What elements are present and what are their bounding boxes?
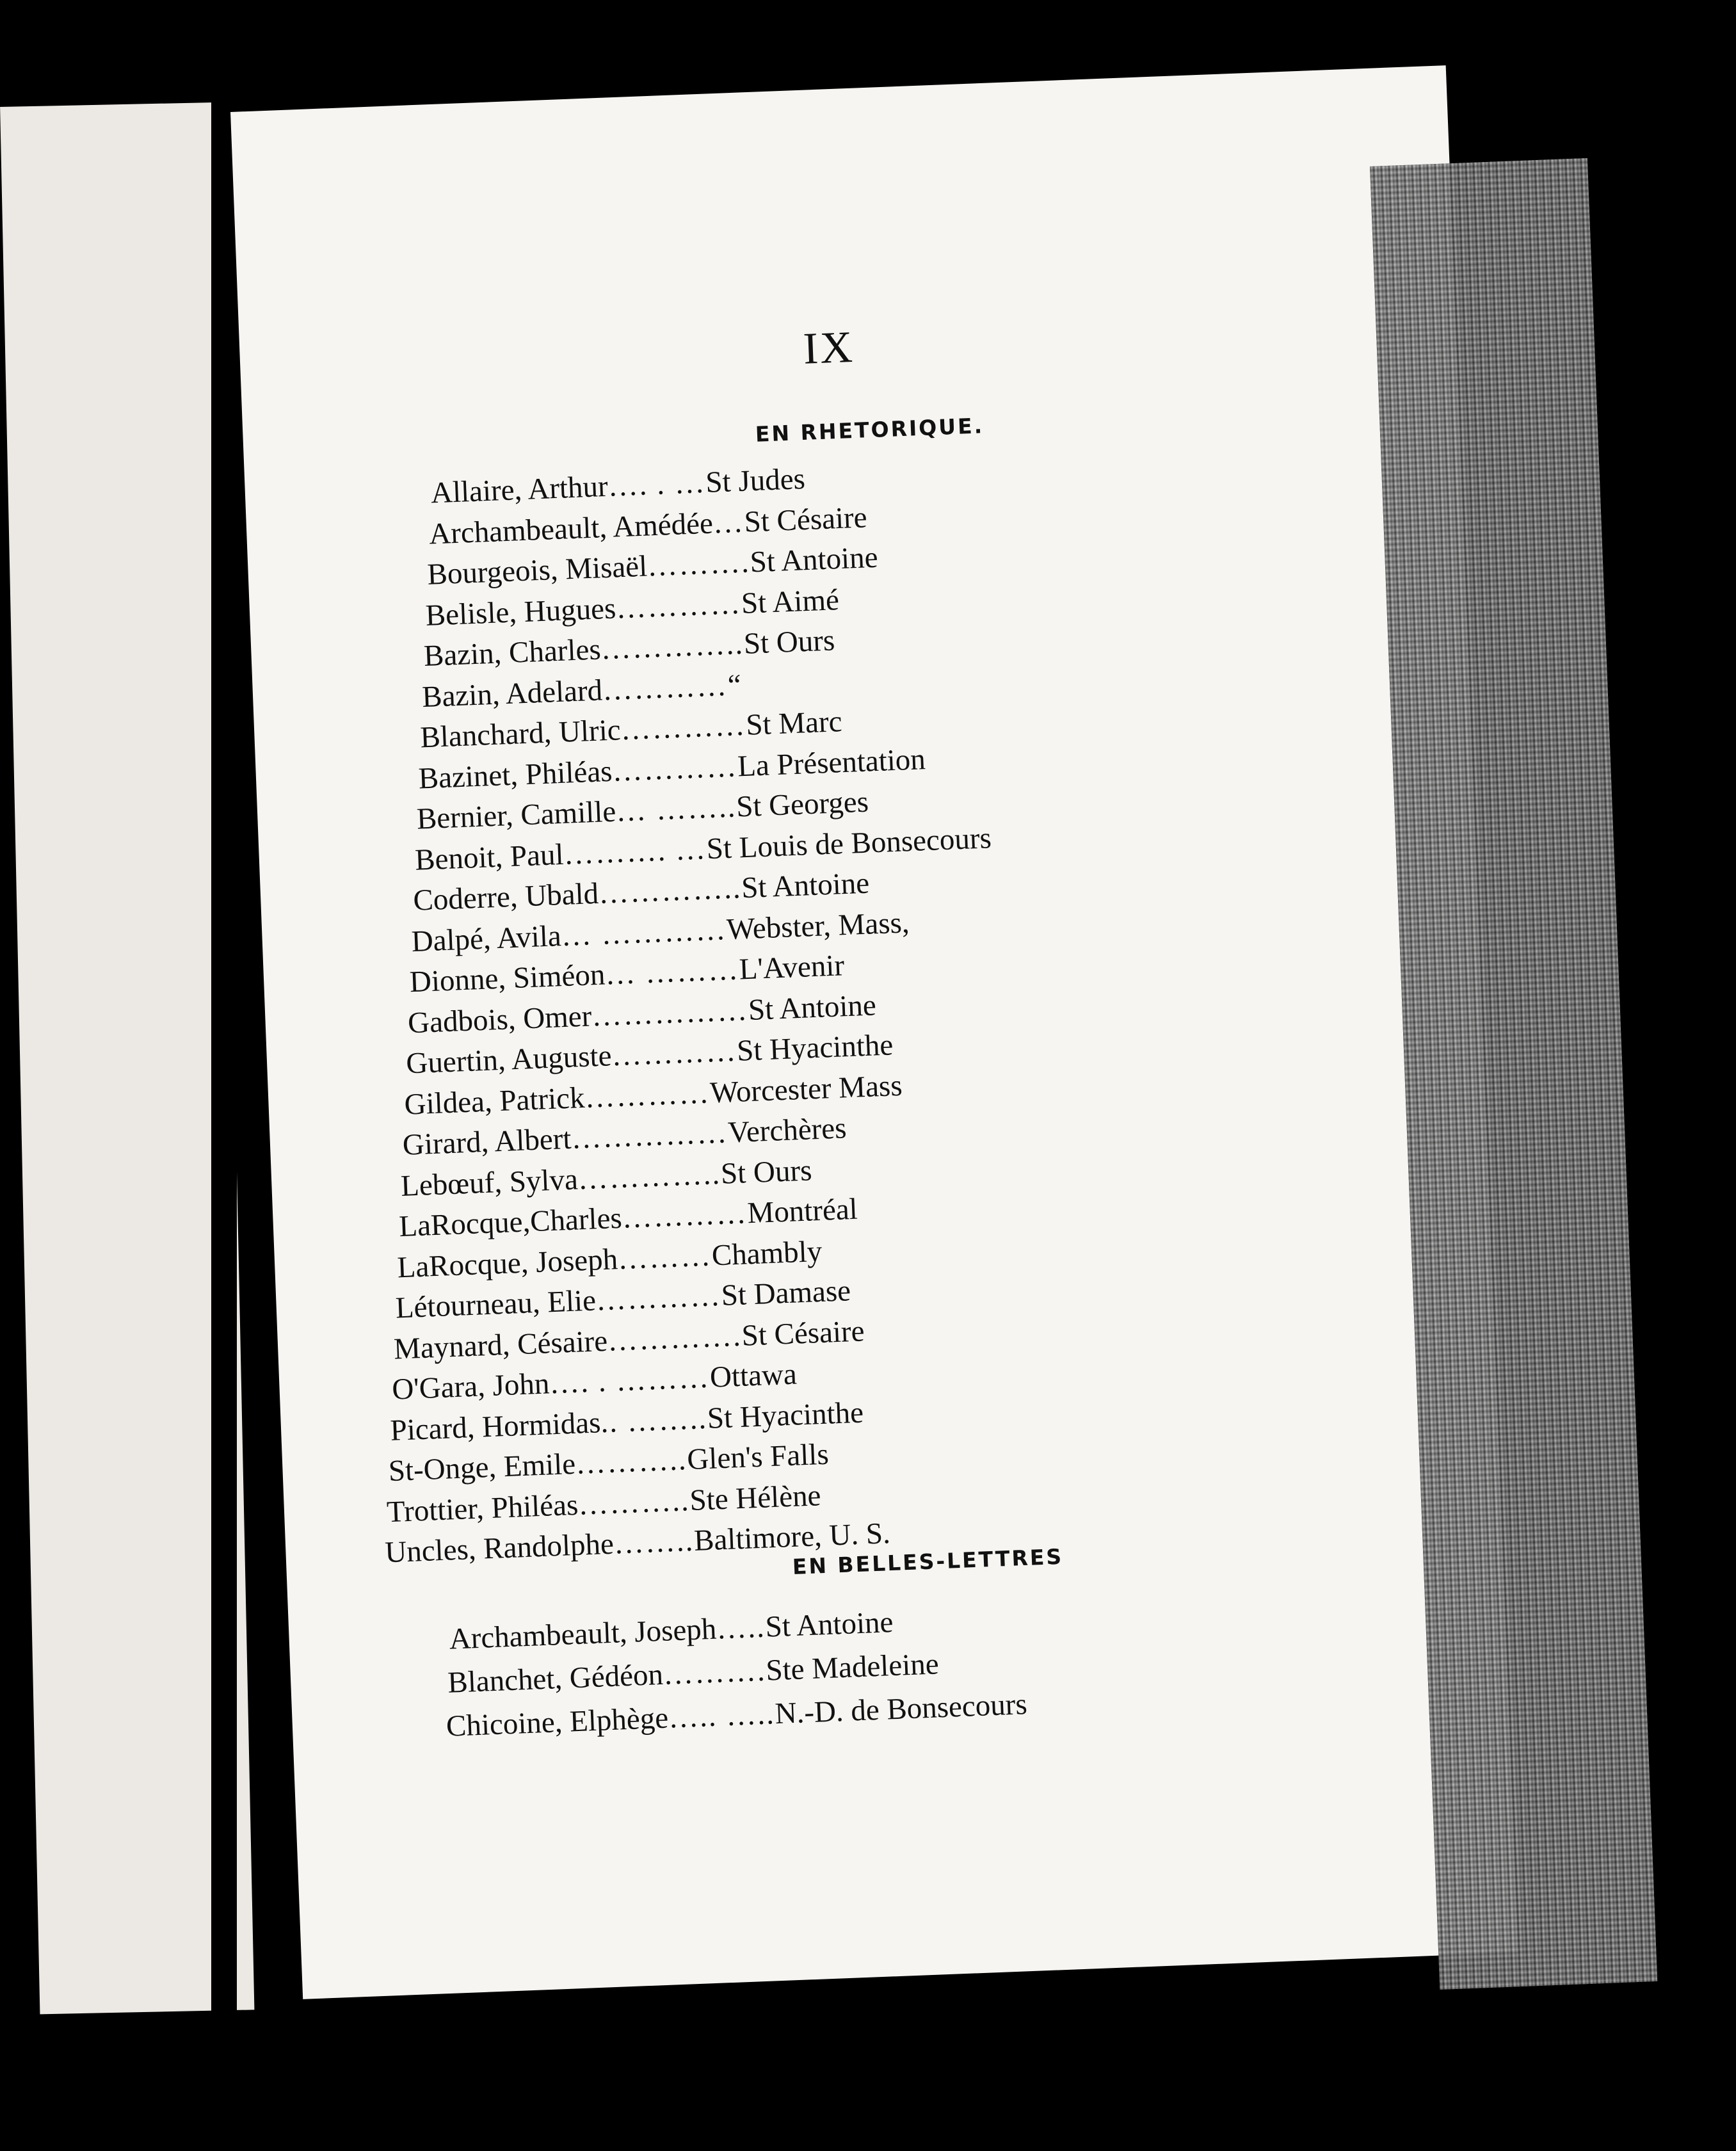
student-name: St-Onge, Emile xyxy=(387,1447,577,1488)
student-name: Dionne, Siméon xyxy=(408,958,606,999)
list-entry xyxy=(423,623,835,673)
leader-dots: ………… xyxy=(584,1076,711,1115)
list-entry xyxy=(430,462,806,510)
student-name: Létourneau, Elie xyxy=(394,1284,597,1325)
leader-dots: …………. xyxy=(607,1319,743,1358)
hometown: N.-D. de Bonsecours xyxy=(774,1688,1028,1731)
student-name: Blanchet, Gédéon xyxy=(447,1657,664,1700)
hometown: St Marc xyxy=(745,705,843,742)
hometown: St Georges xyxy=(735,785,869,824)
page-gutter xyxy=(211,96,237,2017)
hometown: St Antoine xyxy=(764,1606,894,1644)
list-entry xyxy=(449,1605,894,1657)
hometown: L'Avenir xyxy=(738,949,845,987)
student-name: LaRocque, Joseph xyxy=(396,1242,619,1284)
leader-dots: ………… xyxy=(615,586,743,625)
section-heading-rhetorique: EN RHETORIQUE. xyxy=(755,413,985,447)
leader-dots: …….. xyxy=(613,1524,695,1561)
hometown: St Ours xyxy=(743,624,836,661)
student-name: Benoit, Paul xyxy=(414,837,565,877)
student-name: Chicoine, Elphège xyxy=(446,1701,669,1743)
book-page xyxy=(230,65,1518,1999)
hometown: St Hyacinthe xyxy=(706,1396,864,1435)
student-name: Maynard, Césaire xyxy=(393,1324,609,1366)
hometown: Worcester Mass xyxy=(709,1068,903,1109)
student-name: Bourgeois, Misaël xyxy=(426,549,648,592)
student-name: Blanchard, Ulric xyxy=(419,713,622,755)
leader-dots: ….. ….. xyxy=(667,1697,776,1735)
leader-dots: ………… xyxy=(611,749,739,788)
leader-dots: ……….. xyxy=(577,1483,691,1522)
leader-dots: ………… xyxy=(602,668,728,707)
leader-dots: …. . ……… xyxy=(549,1360,711,1401)
leader-dots: ………… xyxy=(620,708,747,747)
hometown: St Ours xyxy=(720,1153,813,1191)
student-name: Guertin, Auguste xyxy=(405,1039,613,1081)
page-number: IX xyxy=(802,322,856,374)
student-name: Bazinet, Philéas xyxy=(417,754,613,795)
student-name: Dalpé, Avila xyxy=(410,919,562,958)
hometown: St Césaire xyxy=(743,500,868,539)
hometown: St Césaire xyxy=(741,1314,865,1353)
hometown: St Aimé xyxy=(741,583,840,620)
leader-dots: …………… xyxy=(570,1116,729,1156)
student-name: Picard, Hormidas xyxy=(389,1405,602,1447)
hometown: Ste Madeleine xyxy=(765,1647,940,1688)
leader-dots: .. …….. xyxy=(600,1401,708,1439)
leader-dots: ………….. xyxy=(598,871,743,910)
student-name: Bazin, Charles xyxy=(423,632,602,673)
hometown: La Présentation xyxy=(737,742,926,783)
hometown: Chambly xyxy=(711,1234,823,1272)
leader-dots: … ………… xyxy=(560,912,728,953)
hometown: St Louis de Bonsecours xyxy=(705,821,992,866)
leader-dots: ………. xyxy=(647,545,751,583)
leader-dots: ……… xyxy=(617,1238,712,1276)
list-entry xyxy=(447,1647,939,1700)
section-heading-belles-lettres: EN BELLES-LETTRES xyxy=(792,1543,1064,1579)
hometown: Ste Hélène xyxy=(689,1478,822,1517)
student-name: Gadbois, Omer xyxy=(407,999,593,1040)
student-name: LaRocque,Charles xyxy=(398,1201,623,1244)
student-name: Trottier, Philéas xyxy=(386,1488,579,1529)
hometown: Glen's Falls xyxy=(686,1437,830,1477)
student-name: O'Gara, John xyxy=(391,1367,551,1406)
student-name: Bazin, Adelard xyxy=(421,673,604,714)
student-name: Belisle, Hugues xyxy=(424,591,617,632)
hometown: Baltimore, U. S. xyxy=(693,1517,891,1558)
hometown: Webster, Mass, xyxy=(726,905,910,946)
hometown: Montréal xyxy=(746,1192,858,1230)
leader-dots: ………. xyxy=(662,1654,767,1691)
leader-dots: ………….. xyxy=(577,1157,722,1196)
hometown: St Antoine xyxy=(741,866,870,905)
leader-dots: ………… xyxy=(621,1196,748,1235)
leader-dots: ………. … xyxy=(563,832,707,871)
list-entry xyxy=(421,668,742,714)
student-name: Girard, Albert xyxy=(401,1122,572,1162)
leader-dots: ….. xyxy=(716,1610,766,1646)
leader-dots: … …….. xyxy=(615,790,737,828)
hometown: St Damase xyxy=(720,1274,851,1312)
hometown: Ottawa xyxy=(709,1357,798,1394)
hometown: St Judes xyxy=(705,462,806,499)
hometown: Verchères xyxy=(727,1111,848,1150)
hometown: “ xyxy=(727,668,742,702)
student-name: Uncles, Randolphe xyxy=(384,1527,615,1570)
leader-dots: ………….. xyxy=(600,627,744,666)
leader-dots: ……….. xyxy=(575,1443,688,1481)
hometown: St Hyacinthe xyxy=(736,1028,894,1068)
hometown: St Antoine xyxy=(749,540,879,579)
leader-dots: …. . … xyxy=(607,465,707,503)
student-name: Archambeault, Amédée xyxy=(428,506,714,551)
student-name: Lebœuf, Sylva xyxy=(400,1162,579,1203)
student-name: Bernier, Camille xyxy=(416,794,617,836)
hometown: St Antoine xyxy=(747,988,877,1027)
leader-dots: …………… xyxy=(591,993,749,1033)
student-name: Gildea, Patrick xyxy=(403,1081,586,1122)
student-name: Coderre, Ubald xyxy=(412,876,600,917)
leader-dots: ………… xyxy=(611,1034,738,1073)
leader-dots: … xyxy=(712,505,745,540)
leader-dots: ………… xyxy=(595,1278,722,1317)
leader-dots: … ……… xyxy=(604,953,740,992)
student-name: Archambeault, Joseph xyxy=(448,1612,718,1656)
student-name: Allaire, Arthur xyxy=(430,469,609,510)
